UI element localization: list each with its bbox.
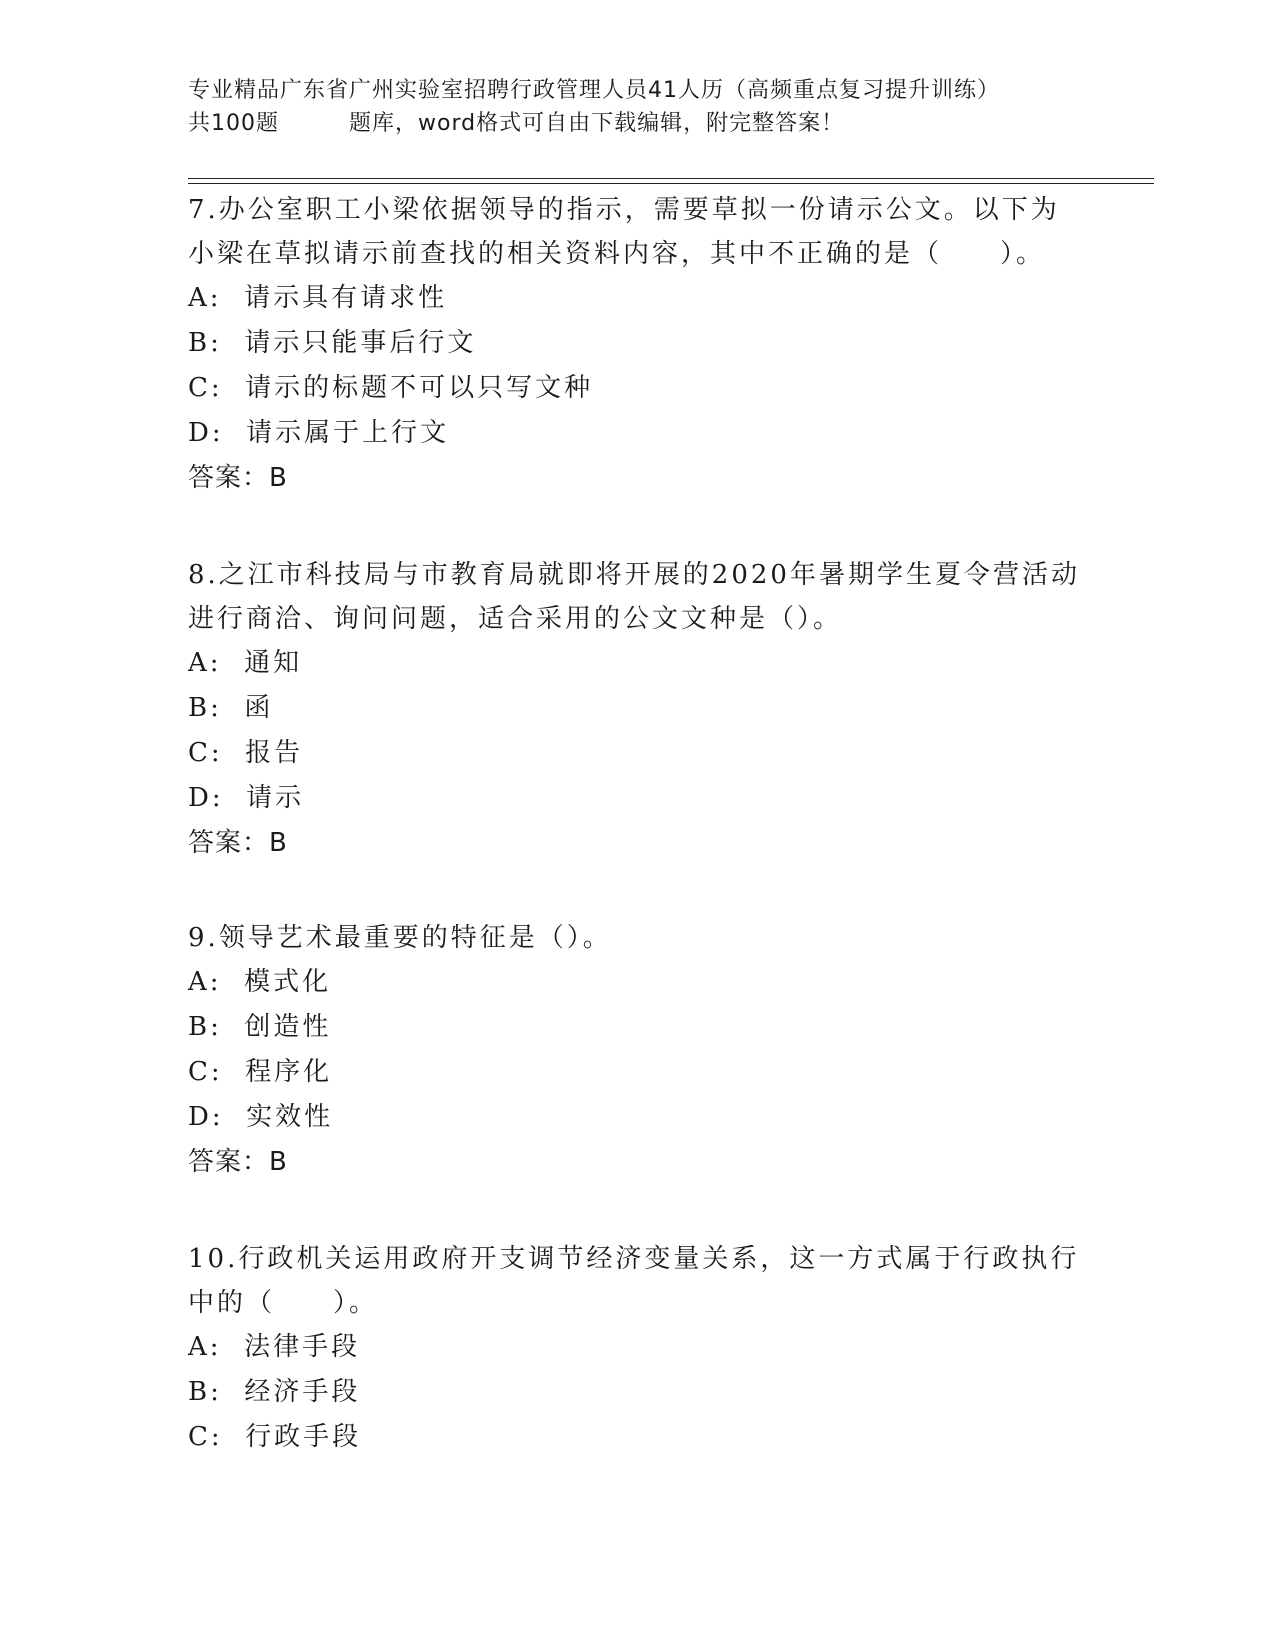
option-c: C: 行政手段 [188,1422,362,1452]
header-question-count: 共100题 [188,111,279,136]
question-stem: 9.领导艺术最重要的特征是（）。 [188,923,612,953]
header-title-line: 专业精品广东省广州实验室招聘行政管理人员41人历（高频重点复习提升训练） [188,78,1000,103]
option-a: A: 请示具有请求性 [188,283,448,313]
question-10 [188,1237,1088,1460]
answer: 答案：B [188,828,288,858]
option-b: B: 请示只能事后行文 [188,328,477,358]
option-b: B: 经济手段 [188,1377,361,1407]
option-c: C: 程序化 [188,1057,333,1087]
option-c: C: 请示的标题不可以只写文种 [188,373,594,403]
header-description: 题库，word格式可自由下载编辑，附完整答案！ [349,111,845,136]
question-stem: 7.办公室职工小梁依据领导的指示，需要草拟一份请示公文。以下为小梁在草拟请示前查找的相关资料内容，其中不正确的是（ ）。 [188,195,1060,269]
header-subtitle-line [188,107,1088,140]
answer: 答案：B [188,1147,288,1177]
option-a: A: 通知 [188,648,303,678]
question-7 [188,188,1088,501]
question-stem: 8.之江市科技局与市教育局就即将开展的2020年暑期学生夏令营活动进行商洽、询问问题，适合采用的公文文种是（）。 [188,560,1080,634]
header-divider-bottom [188,183,1154,184]
option-d: D: 实效性 [188,1102,334,1132]
question-stem: 10.行政机关运用政府开支调节经济变量关系，这一方式属于行政执行中的（ ）。 [188,1244,1080,1318]
option-b: B: 函 [188,693,274,723]
document-header [188,74,1088,140]
header-divider-top [188,178,1154,179]
question-8 [188,553,1088,866]
option-d: D: 请示属于上行文 [188,418,450,448]
option-a: A: 模式化 [188,967,332,997]
option-d: D: 请示 [188,783,305,813]
option-a: A: 法律手段 [188,1332,361,1362]
question-9 [188,916,1088,1185]
option-b: B: 创造性 [188,1012,332,1042]
option-c: C: 报告 [188,738,304,768]
answer: 答案：B [188,463,288,493]
